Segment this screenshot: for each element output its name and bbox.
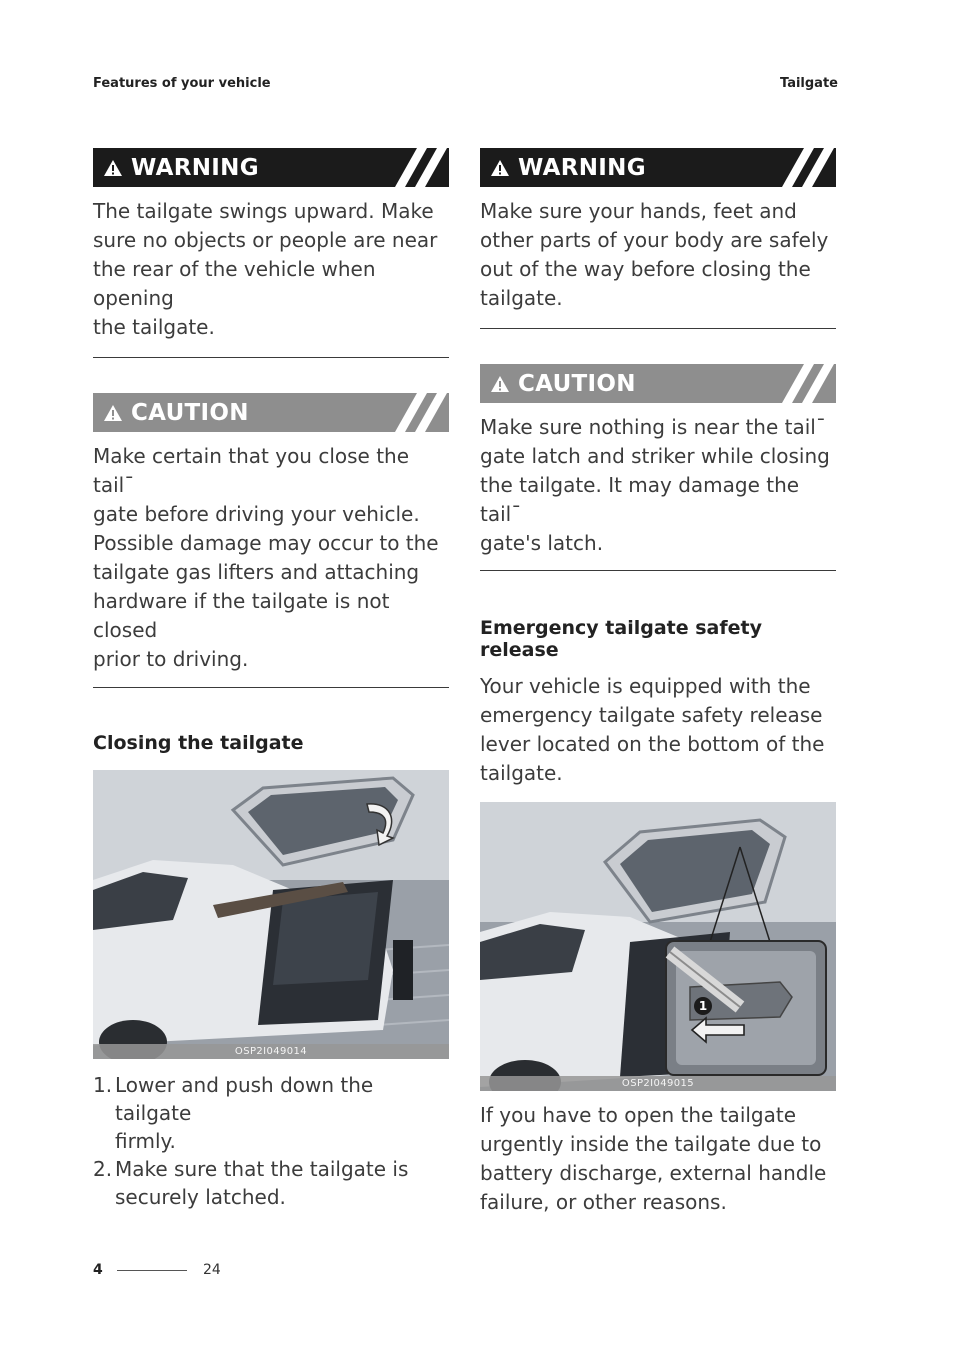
divider xyxy=(480,570,836,571)
caution-title: CAUTION xyxy=(131,399,249,426)
push-arrow-icon xyxy=(690,1016,746,1044)
stripes-decoration xyxy=(379,148,449,187)
stripes-decoration xyxy=(766,364,836,403)
warning-bar xyxy=(93,148,449,187)
warning-bar xyxy=(480,148,836,187)
divider xyxy=(480,328,836,329)
section-heading: Closing the tailgate xyxy=(93,732,304,754)
divider xyxy=(93,687,449,688)
warning-text: Make sure your hands, feet and other parts of your body are safely out of the way before closing the tailgate. xyxy=(480,199,829,310)
section-heading: Emergency tailgate safety release xyxy=(480,617,762,661)
warning-triangle-icon xyxy=(490,159,510,177)
after-figure-text: If you have to open the tailgate urgently inside the tailgate due to battery discharge, external handle failure, or other reasons. xyxy=(480,1103,827,1214)
warning-title: WARNING xyxy=(518,154,646,181)
chapter-number: 4 xyxy=(93,1262,103,1278)
stripes-decoration xyxy=(379,393,449,432)
divider xyxy=(93,357,449,358)
caution-text: Make sure nothing is near the tail¯ gate latch and striker while closing the tailgate. It may damage the tail¯ gate's latch. xyxy=(480,415,830,555)
page-footer xyxy=(93,1262,221,1278)
figure-code: OSP2I049014 xyxy=(93,1044,449,1059)
caution-title: CAUTION xyxy=(518,370,636,397)
closing-tailgate-figure xyxy=(93,770,449,1059)
callout-number: 1 xyxy=(694,997,712,1015)
intro-text: Your vehicle is equipped with the emergency tailgate safety release lever located on the bottom of the tailgate. xyxy=(480,674,825,785)
running-header-section: Features of your vehicle xyxy=(93,76,271,91)
caution-bar xyxy=(93,393,449,432)
right-column xyxy=(480,148,836,1217)
car-illustration xyxy=(480,802,836,1091)
running-header-topic: Tailgate xyxy=(780,76,838,91)
left-column xyxy=(93,148,449,1211)
warning-triangle-icon xyxy=(103,404,123,422)
steps-list xyxy=(93,1071,449,1211)
stripes-decoration xyxy=(766,148,836,187)
list-item: 1. Lower and push down the tailgate firmly. xyxy=(93,1073,374,1153)
rotate-arrow-icon xyxy=(361,798,401,846)
caution-text: Make certain that you close the tail¯ gate before driving your vehicle. Possible damage may occur to the tailgate gas lifters and attaching hardware if the tailgate is not closed prior to driving. xyxy=(93,444,439,671)
safety-release-figure xyxy=(480,802,836,1091)
warning-triangle-icon xyxy=(490,375,510,393)
warning-text: The tailgate swings upward. Make sure no objects or people are near the rear of the vehicle when opening the tailgate. xyxy=(93,199,438,339)
page-number: 24 xyxy=(203,1262,221,1278)
warning-triangle-icon xyxy=(103,159,123,177)
caution-bar xyxy=(480,364,836,403)
footer-divider xyxy=(117,1270,187,1271)
list-item: 2. Make sure that the tailgate is securely latched. xyxy=(93,1157,409,1209)
figure-code: OSP2I049015 xyxy=(480,1076,836,1091)
warning-title: WARNING xyxy=(131,154,259,181)
